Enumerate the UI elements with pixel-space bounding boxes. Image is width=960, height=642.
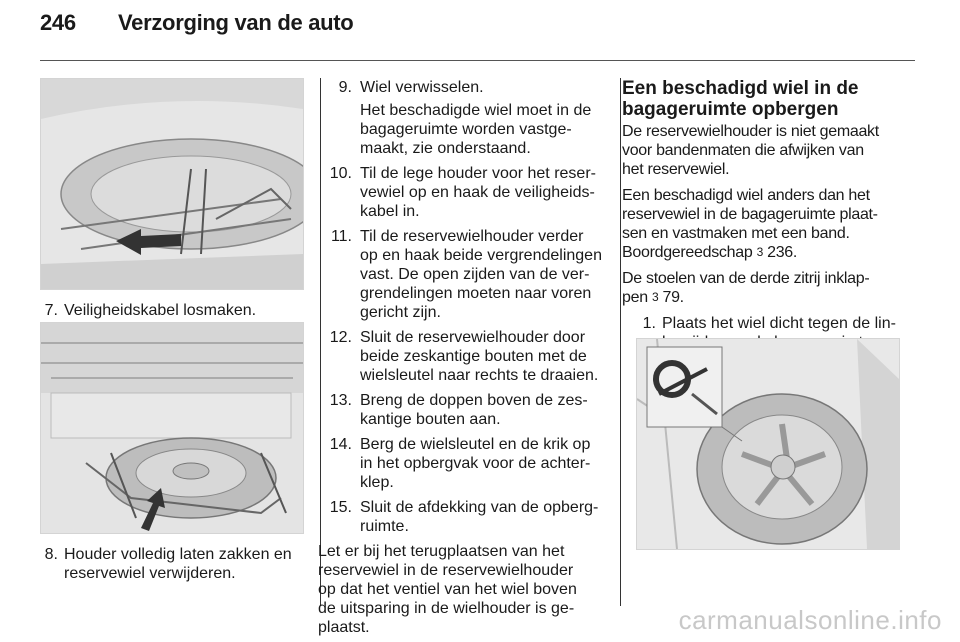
step-number: 8. — [44, 546, 58, 563]
step-number: 1. — [642, 315, 656, 332]
illustration-spare-wheel-holder — [41, 323, 303, 533]
line: op en haak beide vergrendelingen — [360, 247, 602, 264]
line: Berg de wielsleutel en de krik op — [360, 436, 591, 453]
line: voor bandenmaten die afwijken van — [622, 142, 864, 159]
step-number: 9. — [338, 79, 352, 96]
page-ref-icon: 3 — [651, 290, 659, 304]
step-text: Veiligheidskabel losmaken. — [64, 302, 257, 319]
line: maakt, zie onderstaand. — [360, 140, 531, 157]
page-ref-link[interactable]: 236. — [767, 244, 798, 261]
step-number: 15. — [329, 499, 352, 516]
paragraph-2 — [622, 186, 912, 262]
line: Sluit de reservewielhouder door — [360, 329, 586, 346]
page-number: 246 — [40, 10, 76, 35]
line: reservewiel in de bagageruimte plaat- — [622, 206, 878, 223]
line: op dat het ventiel van het wiel boven — [318, 581, 577, 598]
line: Til de lege houder voor het reser- — [360, 165, 596, 182]
step-12 — [312, 328, 607, 385]
line: bagageruimte opbergen — [622, 99, 839, 120]
step-number: 11. — [330, 228, 352, 245]
illustration-spare-wheel-underside — [41, 79, 303, 289]
step-13 — [312, 391, 607, 429]
line: De reservewielhouder is niet gemaakt — [622, 123, 879, 140]
step-text-line: reservewiel verwijderen. — [64, 565, 236, 582]
line: bagageruimte worden vastge- — [360, 121, 572, 138]
right-column — [622, 78, 912, 358]
line: Til de reservewielhouder verder — [360, 228, 584, 245]
line: Een beschadigd wiel anders dan het — [622, 187, 870, 204]
step-11 — [312, 227, 607, 322]
line: grendelingen moeten naar voren — [360, 285, 592, 302]
column-divider — [620, 78, 621, 606]
illustration-damaged-wheel-trunk — [637, 339, 899, 549]
line: Let er bij het terugplaatsen van het — [318, 543, 565, 560]
step-number: 13. — [329, 392, 352, 409]
line: Een beschadigd wiel in de — [622, 78, 859, 99]
line: klep. — [360, 474, 394, 491]
step-sub — [360, 101, 607, 158]
step-15 — [312, 498, 607, 536]
line: beide zeskantige bouten met de — [360, 348, 587, 365]
step-text: Wiel verwisselen. — [360, 79, 484, 96]
line: het reservewiel. — [622, 161, 730, 178]
line: gericht zijn. — [360, 304, 441, 321]
line: pen — [622, 289, 648, 306]
line: plaatst. — [318, 619, 370, 636]
line: De stoelen van de derde zitrij inklap- — [622, 270, 870, 287]
middle-column — [312, 78, 607, 637]
header-rule — [40, 60, 915, 61]
page-header — [40, 10, 353, 36]
line: Plaats het wiel dicht tegen de lin- — [662, 315, 896, 332]
line: Het beschadigde wiel moet in de — [360, 102, 592, 119]
page-title: Verzorging van de auto — [118, 10, 354, 35]
line: wielsleutel naar rechts te draaien. — [360, 367, 599, 384]
caption-8 — [40, 545, 302, 589]
line: in het opbergvak voor de achter- — [360, 455, 591, 472]
step-10 — [312, 164, 607, 221]
line: Sluit de afdekking van de opberg- — [360, 499, 599, 516]
line: kabel in. — [360, 203, 420, 220]
line: reservewiel in de reservewielhouder — [318, 562, 574, 579]
line: ruimte. — [360, 518, 409, 535]
figure-holder-lowered — [40, 322, 304, 534]
line: de uitsparing in de wielhouder is ge- — [318, 600, 575, 617]
page-ref-link[interactable]: 79. — [662, 289, 684, 306]
step-9 — [312, 78, 607, 158]
line: Boordgereedschap — [622, 244, 753, 261]
paragraph-1 — [622, 122, 912, 179]
note-paragraph — [312, 542, 607, 637]
line: sen en vastmaken met een band. — [622, 225, 850, 242]
step-number: 10. — [329, 165, 352, 182]
step-number: 14. — [329, 436, 352, 453]
line: Breng de doppen boven de zes- — [360, 392, 588, 409]
page-ref-icon: 3 — [756, 245, 763, 259]
paragraph-3 — [622, 269, 912, 307]
step-number: 12. — [329, 329, 352, 346]
line: vast. De open zijden van de ver- — [360, 266, 590, 283]
line: kantige bouten aan. — [360, 411, 501, 428]
watermark: carmanualsonline.info — [678, 605, 942, 635]
step-number: 7. — [44, 302, 58, 319]
figure-wheel-in-trunk — [636, 338, 900, 550]
line: vewiel op en haak de veiligheids- — [360, 184, 595, 201]
step-text-line: Houder volledig laten zakken en — [64, 546, 292, 563]
figure-safety-cable — [40, 78, 304, 290]
step-14 — [312, 435, 607, 492]
section-heading — [622, 78, 912, 120]
